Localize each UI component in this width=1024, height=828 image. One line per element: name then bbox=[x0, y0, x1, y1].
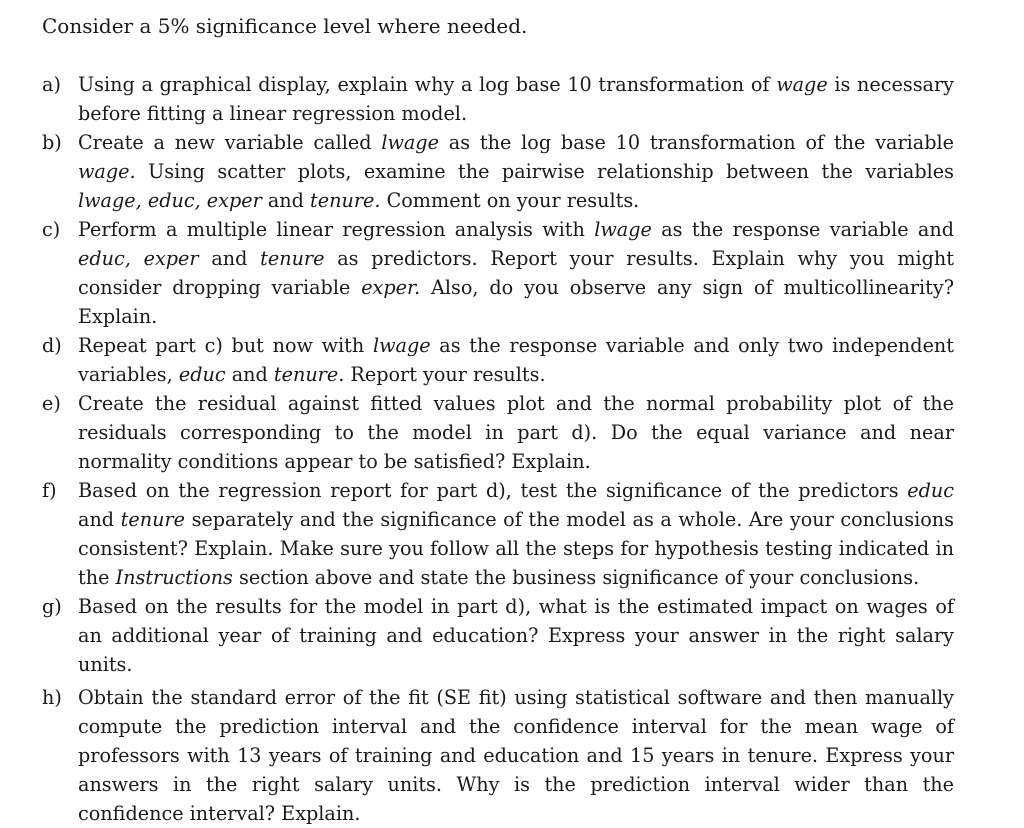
question-text-italic: educ, exper bbox=[78, 247, 199, 270]
question-text-italic: wage bbox=[776, 73, 828, 96]
question-item-a bbox=[42, 70, 954, 128]
question-label: e) bbox=[42, 392, 61, 415]
question-list bbox=[42, 70, 954, 828]
question-text-italic: lwage bbox=[381, 131, 439, 154]
question-text-run: Comment on your results. bbox=[380, 189, 640, 212]
question-text-run: Repeat part c) but now with bbox=[78, 334, 373, 357]
question-text-italic: tenure bbox=[260, 247, 325, 270]
question-text-run: and bbox=[261, 189, 311, 212]
question-label: h) bbox=[42, 686, 62, 709]
question-text-run: Report your results. bbox=[344, 363, 546, 386]
question-text bbox=[78, 476, 954, 592]
question-text-italic: Instructions bbox=[115, 566, 233, 589]
question-item-f bbox=[42, 476, 954, 592]
question-text-run: Create the residual against fitted values plot and the normal probability plot of the residuals corresponding to the model in part d). Do the equal variance and near normality conditions appear to be satisfied? Explain. bbox=[78, 392, 954, 473]
question-text-run: Based on the regression report for part d), test the significance of the predictors bbox=[78, 479, 908, 502]
question-text-italic: lwage bbox=[372, 334, 431, 357]
question-item-d bbox=[42, 331, 954, 389]
question-text-italic: tenure. bbox=[310, 189, 381, 212]
question-text bbox=[78, 128, 954, 215]
question-text-run: as predictors. Report your results. Explain why you might consider dropping variable bbox=[78, 247, 955, 299]
question-text-run: and bbox=[198, 247, 261, 270]
question-text-italic: lwage, educ, exper bbox=[78, 189, 262, 212]
question-text-italic: educ bbox=[178, 363, 226, 386]
question-label: a) bbox=[42, 73, 61, 96]
question-text-italic: tenure. bbox=[273, 363, 345, 386]
question-text-run: is necessary before fitting a linear regression model. bbox=[78, 73, 955, 125]
question-label: g) bbox=[42, 595, 62, 618]
question-text-run: as the response variable and only two independent variables, bbox=[78, 334, 954, 386]
question-item-g bbox=[42, 592, 954, 679]
question-text bbox=[78, 683, 954, 828]
question-text-run: as the log base 10 transformation of the variable bbox=[438, 131, 954, 154]
question-label: d) bbox=[42, 334, 62, 357]
question-text-run: section above and state the business significance of your conclusions. bbox=[232, 566, 920, 589]
question-item-e bbox=[42, 389, 954, 476]
question-text-run: and bbox=[78, 508, 121, 531]
question-text-run: Perform a multiple linear regression analysis with bbox=[78, 218, 595, 241]
question-text-run: Create a new variable called bbox=[78, 131, 382, 154]
question-text-italic: exper. bbox=[361, 276, 421, 299]
question-text-italic: lwage bbox=[594, 218, 652, 241]
question-text bbox=[78, 389, 954, 476]
question-label: c) bbox=[42, 218, 61, 241]
question-text-italic: educ bbox=[907, 479, 954, 502]
question-text-run: Based on the results for the model in part d), what is the estimated impact on wages of an additional year of training and education? Express your answer in the right salary units. bbox=[78, 595, 954, 676]
question-text bbox=[78, 70, 954, 128]
question-text bbox=[78, 592, 954, 679]
question-item-c bbox=[42, 215, 954, 331]
question-text bbox=[78, 215, 954, 331]
question-text-run: Obtain the standard error of the fit (SE fit) using statistical software and then manually compute the prediction interval and the confidence interval for the mean wage of professors with 13 years of training and education and 15 years in tenure. Express your answers in the right salary units. Why is the prediction interval wider than the confidence interval? Explain. bbox=[78, 686, 954, 825]
question-item-h bbox=[42, 683, 954, 828]
question-text-run: as the response variable and bbox=[651, 218, 954, 241]
question-label: f) bbox=[42, 479, 57, 502]
question-item-b bbox=[42, 128, 954, 215]
question-text-run: and bbox=[225, 363, 274, 386]
question-label: b) bbox=[42, 131, 62, 154]
intro-text: Consider a 5% significance level where needed. bbox=[42, 14, 528, 38]
question-text-run: Also, do you observe any sign of multicollinearity? Explain. bbox=[78, 276, 954, 328]
question-text-run: Using a graphical display, explain why a log base 10 transformation of bbox=[78, 73, 777, 96]
question-text-italic: wage. bbox=[78, 160, 136, 183]
question-text bbox=[78, 331, 954, 389]
question-text-italic: tenure bbox=[120, 508, 185, 531]
question-text-run: Using scatter plots, examine the pairwise relationship between the variables bbox=[135, 160, 954, 183]
question-text-run: separately and the significance of the model as a whole. Are your conclusions consistent? Explain. Make sure you follow all the steps for hypothesis testing indicated in the bbox=[78, 508, 954, 589]
